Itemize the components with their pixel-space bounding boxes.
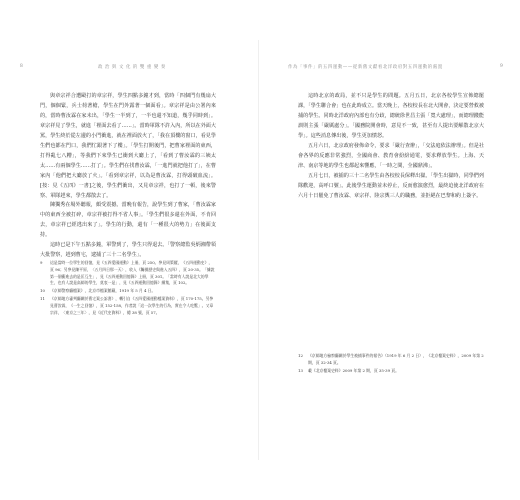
footnotes	[298, 353, 484, 376]
footnote	[40, 296, 216, 316]
footnote	[40, 288, 216, 295]
paragraph: 五月六日，北京政府發佈命令，要求「嚴行查辦」，「交法庭依法辦理」。但是社會各界的反應非常強烈，全國商會、教育會紛紛通電，要求釋放學生。上海、天津、南京等地的學生也都起來響應，「一時之間，全國鼎沸」。	[298, 142, 484, 169]
footnote-number: 10	[40, 288, 45, 294]
left-page	[0, 0, 252, 500]
body-text	[298, 92, 484, 201]
footnote-number: 9	[40, 260, 43, 265]
footnote-number: 13	[298, 367, 303, 373]
footnote-text: 《京師地方檢察廳關於學生被捕事件的報告》（1919 年 6 月 2 日），《北京檔案史料》，2009 年第 2 期，頁 32-34 頁。	[308, 353, 484, 365]
footnote-number: 11	[40, 296, 45, 302]
right-page	[268, 0, 520, 500]
paragraph: 與章宗祥合遭毆打的章宗祥，學生四點多鐘才到，當時「四個門有幾扇大門，個個緊，兵士荷著槍，學生在門外露著一個面看」。章宗祥是由公署內來的，當時曹汝霖在家未出，「學生一半到了，一半也還不知道，幾乎同時到」。章宗祥見了學生，就進「裡面去看了……」。當時軍隊不許入內，所以在外面大罵，學生終於從左邊的小門衝進，就在裡面放火了，「我在頂樓的窗口，看見學生們也都在門口，我們忙跟著下了樓」。「學生打開後門，把曹家裡面的東西，打得亂七八糟」，等我們下來學生已衝到大廳上了，「看到了曹汝霖的三姨太太……有兩個學生……打了」。學生們在找曹汝霖，「一進門就把他打了」，在曹家內「他們把大廳放了火」。「看到章宗祥，以為是曹汝霖，打得頭破血流」。[按：見《五四》一書]之後，學生們衝出，又見章宗祥，也打了一頓，後來警察、軍隊趕來，學生都散去了。	[40, 93, 216, 199]
footnotes	[40, 260, 216, 318]
book-gutter	[258, 40, 259, 460]
footnote	[298, 353, 484, 367]
footnote-text: 《京師警察廳檔案》，北京市檔案館藏，1919 年 5 月 4 日。	[50, 288, 156, 294]
footnote-text: 載《北京檔案史料》2009 年第 2 期，頁 35-39 頁。	[308, 367, 399, 373]
running-head: 作為「事件」的五四運動——從新舊文獻看北洋政府對五四運動的處置	[288, 65, 443, 70]
footnote-number: 12	[298, 353, 303, 358]
footnote	[298, 368, 484, 375]
page-number: 8	[20, 64, 24, 69]
footnote-text: 《京師地方審判廳關於曹宅案公訴書》，轉引自《五四愛國運動檔案資料》，頁 170-175。另參見曹汝霖，《一生之回憶》，頁 152-158，作者說「這一次學生的行為，實在令人吃驚」。又章宗祥，〈東京之三年〉，見《近代史資料》，總 38 號，頁 57。	[50, 296, 214, 315]
paragraph: 五月七日，被捕的三十二名學生由各校校長保釋出獄。「學生出獄時，同學們列隊歡迎，高呼口號」。此後學生運動並未停止，反而愈演愈烈，最終迫使北洋政府在六月十日罷免了曹汝霖、章宗祥、陸宗輿三人的職務，並拒絕在巴黎和約上簽字。	[298, 172, 484, 199]
footnote	[40, 260, 216, 287]
body-text	[40, 92, 216, 261]
footnote-text: 這是當時一位學生的回憶，見《五四愛國運動》上冊，頁 250。參見周策縱，《五四運動史》，頁 96；另參見陳平原，〈五月四日那一天〉，收入《觸摸歷史與進入五四》，頁 20-35。「據說第一個衝進去的是匡互生」，見《五四運動回憶錄》上冊，頁 301。「當時有人說是北大的學生，也有人說是高師的學生，莫衷一是」，見《五四運動回憶錄》續集，頁 102。	[50, 260, 215, 286]
page-number: 9	[500, 64, 504, 69]
running-head: 政 治 與 文 化 的 雙 重 變 奏	[98, 65, 166, 70]
paragraph: 這時北京的政局，並不只是學生的問題。五月五日，北京各校學生宣佈總罷課，「學生聯合會」也在此時成立。當天晚上，各校校長在北大開會，決定要營救被捕的學生。同時北洋政府內部也有分歧，總統徐世昌主張「寬大處理」，而總理錢能訓則主張「嚴厲處分」。「國務院開會時，意見不一致，甚至有人提出要解散北京大學」。這些消息傳出後，學生更加憤怒。	[298, 93, 484, 139]
paragraph: 陳獨秀在場外聽報，頗受震撼。當晚有報告，說學生到了曹家，「曹汝霖家中的東西全被打碎，章宗祥被打得不省人事」。「學生們很多還在外面，不肯回去，章宗祥已經逃出來了」。學生的行動，還有「一種很大的勢力」在後面支持。	[40, 202, 216, 239]
paragraph: 這時已是下午五點多鐘，軍警到了，學生只得退去。「警察總監吳炳湘帶領大批警察，趕到曹宅，逮捕了三十二名學生」。	[40, 242, 216, 259]
